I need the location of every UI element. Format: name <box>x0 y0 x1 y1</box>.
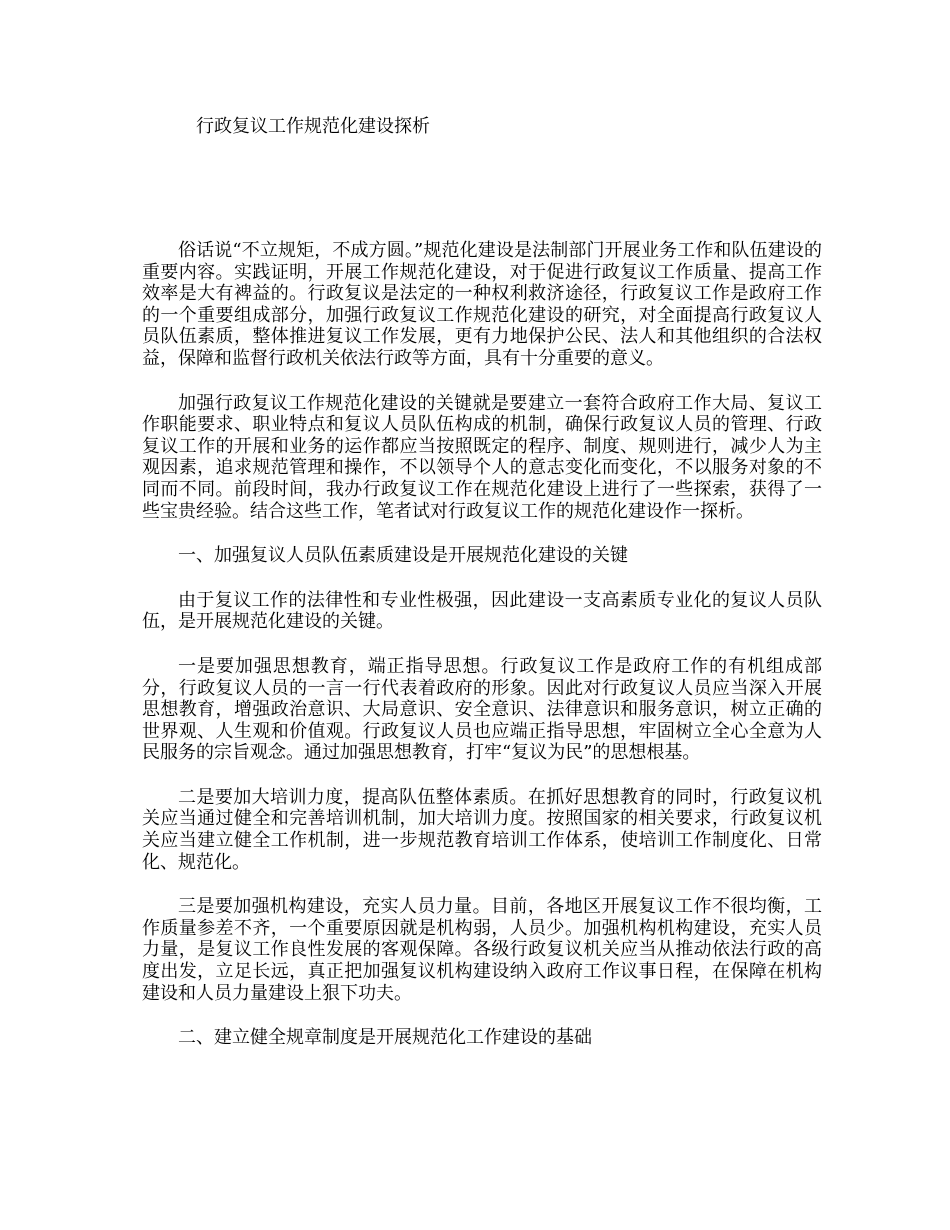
section-heading-2: 二、建立健全规章制度是开展规范化工作建设的基础 <box>178 1027 592 1049</box>
paragraph-ideological-education: 一是要加强思想教育，端正指导思想。行政复议工作是政府工作的有机组成部分，行政复议人员的一言一行代表着政府的形象。因此对行政复议人员应当深入开展思想教育，增强政治意识、大局意识、安全意识、法律意识和服务意识，树立正确的世界观、人生观和价值观。行政复议人员也应端正指导思想，牢固树立全心全意为人民服务的宗旨观念。通过加强思想教育，打牢“复议为民”的思想根基。 <box>142 655 822 764</box>
paragraph-intro: 俗话说“不立规矩，不成方圆。”规范化建设是法制部门开展业务工作和队伍建设的重要内容。实践证明，开展工作规范化建设，对于促进行政复议工作质量、提高工作效率是大有裨益的。行政复议是法定的一种权利救济途径，行政复议工作是政府工作的一个重要组成部分，加强行政复议工作规范化建设的研究，对全面提高行政复议人员队伍素质，整体推进复议工作发展，更有力地保护公民、法人和其他组织的合法权益，保障和监督行政机关依法行政等方面，具有十分重要的意义。 <box>142 240 822 369</box>
paragraph-institution-building: 三是要加强机构建设，充实人员力量。目前，各地区开展复议工作不很均衡，工作质量参差不齐，一个重要原因就是机构弱，人员少。加强机构机构建设，充实人员力量，是复议工作良性发展的客观保障。各级行政复议机关应当从推动依法行政的高度出发，立足长远，真正把加强复议机构建设纳入政府工作议事日程，在保障在机构建设和人员力量建设上狠下功夫。 <box>142 896 822 1004</box>
document-title: 行政复议工作规范化建设探析 <box>196 116 430 137</box>
section-heading-1: 一、加强复议人员队伍素质建设是开展规范化建设的关键 <box>178 545 628 567</box>
document-body <box>142 240 822 1072</box>
paragraph-team-quality: 由于复议工作的法律性和专业性极强，因此建设一支高素质专业化的复议人员队伍，是开展规范化建设的关键。 <box>142 589 822 633</box>
paragraph-training: 二是要加大培训力度，提高队伍整体素质。在抓好思想教育的同时，行政复议机关应当通过健全和完善培训机制，加大培训力度。按照国家的相关要求，行政复议机关应当建立健全工作机制，进一步规范教育培训工作体系，使培训工作制度化、日常化、规范化。 <box>142 786 822 873</box>
paragraph-key-mechanism: 加强行政复议工作规范化建设的关键就是要建立一套符合政府工作大局、复议工作职能要求、职业特点和复议人员队伍构成的机制，确保行政复议人员的管理、行政复议工作的开展和业务的运作都应当按照既定的程序、制度、规则进行，减少人为主观因素，追求规范管理和操作，不以领导个人的意志变化而变化，不以服务对象的不同而不同。前段时间，我办行政复议工作在规范化建设上进行了一些探索，获得了一些宝贵经验。结合这些工作，笔者试对行政复议工作的规范化建设作一探析。 <box>142 392 822 522</box>
